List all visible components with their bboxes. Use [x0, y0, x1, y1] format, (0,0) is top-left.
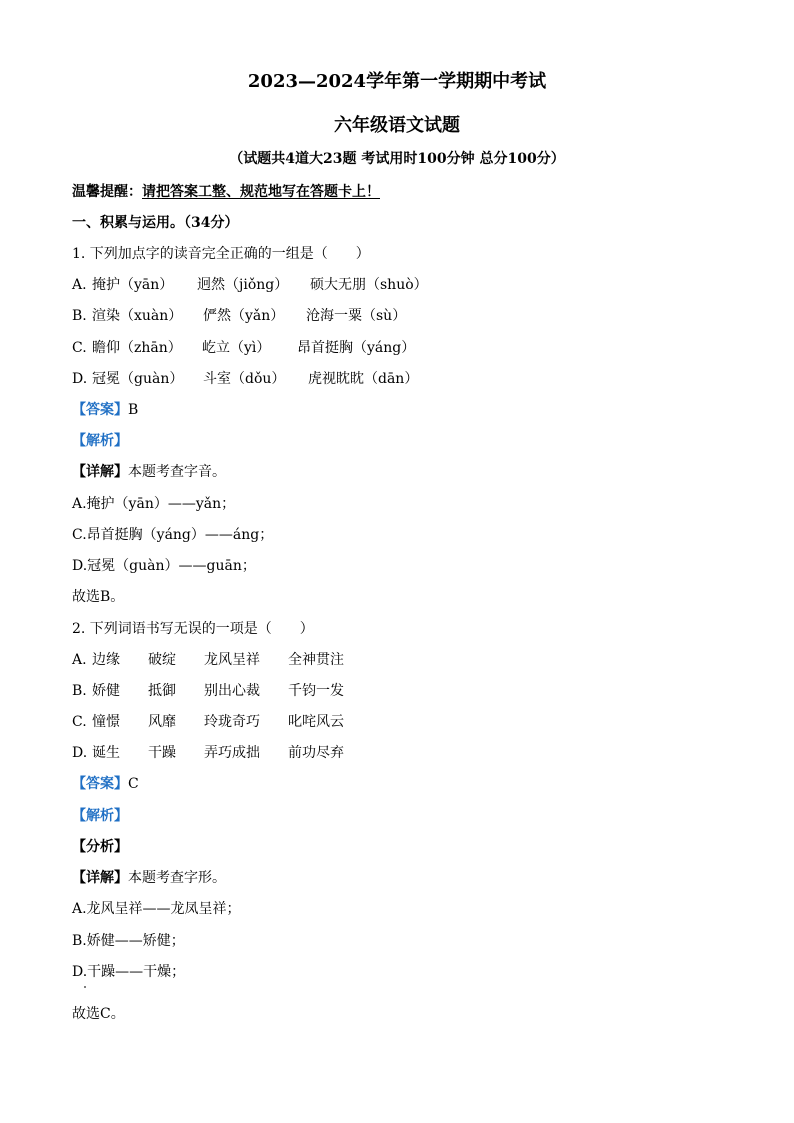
q2-correction-d: D.干躁——干燥； — [72, 964, 186, 980]
option-item: 迥然（jiǒng） — [197, 277, 289, 293]
answer-value: C — [128, 776, 139, 792]
q1-stem: 1. 下列加点字的读音完全正确的一组是（ ） — [72, 246, 370, 262]
option-item: 憧憬 — [92, 714, 120, 730]
option-letter: B. — [72, 683, 87, 699]
option-letter: A. — [72, 652, 87, 668]
option-item: 屹立（yì） — [202, 340, 271, 356]
section-heading: 一、积累与运用。（34分） — [72, 215, 239, 231]
option-item: 龙风呈祥 — [204, 652, 260, 668]
option-item: 掩护（yān） — [92, 277, 174, 293]
option-letter: B. — [72, 308, 87, 324]
option-item: 冠冕（guàn） — [92, 371, 184, 387]
option-item: 干躁 — [148, 745, 176, 761]
breakdown-label: 【分析】 — [72, 839, 128, 855]
option-item: 俨然（yǎn） — [203, 308, 285, 324]
option-item: 别出心裁 — [204, 683, 260, 699]
q2-conclusion: 故选C。 — [72, 1006, 125, 1022]
answer-value: B — [128, 402, 139, 418]
option-item: 抵御 — [148, 683, 176, 699]
detail-label: 【详解】 — [72, 464, 128, 480]
option-item: 前功尽弃 — [288, 745, 344, 761]
exam-info: （试题共4道大23题 考试用时100分钟 总分100分） — [229, 151, 565, 167]
option-item: 诞生 — [92, 745, 120, 761]
answer-label: 【答案】 — [72, 776, 128, 792]
q1-correction-a: A.掩护（yān）——yǎn； — [72, 496, 236, 512]
option-item: 弄巧成拙 — [204, 745, 260, 761]
detail-text: 本题考查字音。 — [128, 464, 226, 480]
q1-conclusion: 故选B。 — [72, 589, 125, 605]
q2-correction-b: B.娇健——矫健； — [72, 933, 185, 949]
detail-label: 【详解】 — [72, 870, 128, 886]
option-item: 边缘 — [92, 652, 120, 668]
analysis-label: 【解析】 — [72, 433, 128, 449]
option-item: 沧海一粟（sù） — [306, 308, 407, 324]
option-item: 瞻仰（zhān） — [92, 340, 182, 356]
option-item: 硕大无朋（shuò） — [310, 277, 428, 293]
q2-stem: 2. 下列词语书写无误的一项是（ ） — [72, 621, 314, 637]
option-item: 娇健 — [92, 683, 120, 699]
q2-analysis — [72, 807, 128, 825]
option-letter: D. — [72, 745, 88, 761]
exam-title: 2023—2024学年第一学期期中考试 — [247, 71, 547, 92]
reminder — [72, 183, 380, 201]
analysis-label: 【解析】 — [72, 808, 128, 824]
option-letter: C. — [72, 714, 87, 730]
stray-mark — [84, 986, 86, 988]
option-item: 昂首挺胸（yáng） — [297, 340, 416, 356]
answer-label: 【答案】 — [72, 402, 128, 418]
option-item: 玲珑奇巧 — [204, 714, 260, 730]
reminder-text: 请把答案工整、规范地写在答题卡上！ — [142, 184, 380, 200]
detail-text: 本题考查字形。 — [128, 870, 226, 886]
q2-correction-a: A.龙风呈祥——龙凤呈祥； — [72, 901, 241, 917]
reminder-label: 温馨提醒： — [72, 184, 142, 200]
option-letter: D. — [72, 371, 88, 387]
q1-detail — [72, 463, 226, 481]
option-item: 渲染（xuàn） — [92, 308, 183, 324]
option-letter: C. — [72, 340, 87, 356]
option-item: 斗室（dǒu） — [203, 371, 286, 387]
option-letter: A. — [72, 277, 87, 293]
option-item: 千钧一发 — [288, 683, 344, 699]
option-item: 全神贯注 — [288, 652, 344, 668]
q1-correction-c: C.昂首挺胸（yáng）——áng； — [72, 527, 274, 543]
option-item: 破绽 — [148, 652, 176, 668]
q2-answer — [72, 775, 139, 793]
q1-answer — [72, 401, 138, 419]
option-item: 叱咤风云 — [288, 714, 344, 730]
q1-analysis — [72, 432, 128, 450]
q2-detail — [72, 869, 226, 887]
q1-correction-d: D.冠冕（guàn）——guān； — [72, 558, 256, 574]
option-item: 虎视眈眈（dān） — [308, 371, 419, 387]
option-item: 风靡 — [148, 714, 176, 730]
exam-subtitle: 六年级语文试题 — [334, 115, 460, 136]
q2-breakdown — [72, 838, 128, 856]
